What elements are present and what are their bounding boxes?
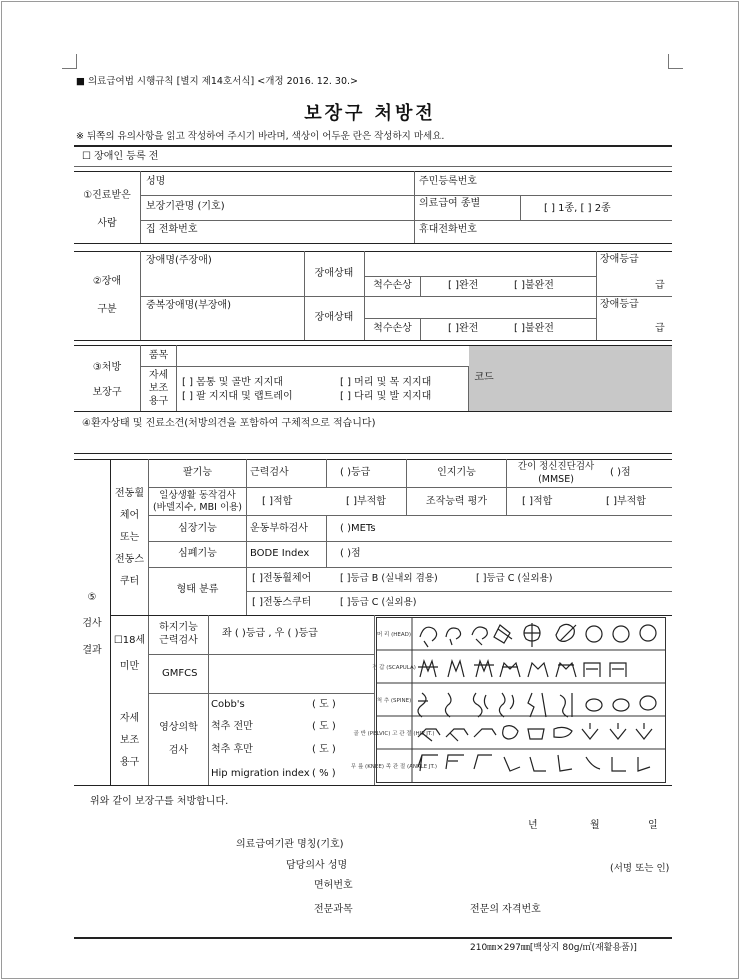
spine-icon xyxy=(473,693,488,717)
statement: 위와 같이 보장구를 처방합니다. xyxy=(90,796,229,807)
rule xyxy=(148,515,672,516)
aid-label-3: 용구 xyxy=(119,757,140,768)
lower-limb-grade-field[interactable]: 좌 ( )등급 , 우 ( )등급 xyxy=(222,628,318,639)
pre-registration-checkbox[interactable]: ☐ 장애인 등록 전 xyxy=(82,151,159,162)
knee-icon xyxy=(586,757,600,769)
under-18-label: 미만 xyxy=(119,661,140,672)
mets-field[interactable]: ( )METs xyxy=(340,523,376,534)
head-icon xyxy=(640,625,656,641)
signature-label: (서명 또는 인) xyxy=(610,863,670,874)
complete-option-2[interactable]: [ ]완전 xyxy=(448,323,479,334)
strength-grade-field[interactable]: ( )등급 xyxy=(340,467,371,478)
mmse-label-2: (MMSE) xyxy=(538,474,574,485)
scapula-icon xyxy=(474,661,494,677)
adl-label-2: (바델지수, MBI 이용) xyxy=(152,502,243,513)
hip-icon xyxy=(474,729,496,737)
rule xyxy=(148,654,374,655)
opinion-label: ④환자상태 및 진료소견(처방의견을 포함하여 구체적으로 적습니다) xyxy=(82,418,376,429)
head-support-option[interactable]: [ ] 머리 및 목 지지대 xyxy=(340,377,432,388)
crop-mark xyxy=(668,54,683,69)
complete-option[interactable]: [ ]완전 xyxy=(448,280,479,291)
head-icon xyxy=(524,623,540,647)
institution-label: 보장기관명 (기호) xyxy=(146,201,225,212)
license-label: 면허번호 xyxy=(314,880,353,891)
mmse-score-field[interactable]: ( )점 xyxy=(610,467,631,478)
posture-label-3: 용구 xyxy=(148,396,169,407)
rule xyxy=(364,276,596,277)
rule xyxy=(110,615,672,616)
scapula-icon xyxy=(556,663,576,677)
control-label: 조작능력 평가 xyxy=(425,496,488,507)
scapula-icon xyxy=(448,661,464,677)
kyphosis-field[interactable]: ( 도 ) xyxy=(312,744,336,755)
arm-function-label: 팔기능 xyxy=(183,467,212,478)
rule xyxy=(140,220,672,221)
rule xyxy=(74,411,672,412)
rule xyxy=(74,251,672,252)
section-5-label-2: 결과 xyxy=(82,645,102,656)
body-part-spine: 척 추 (SPINE) xyxy=(376,698,412,704)
rule xyxy=(520,195,521,220)
spine-icon xyxy=(613,699,629,711)
hip-icon xyxy=(503,726,518,739)
body-part-scapula: 견 갑 (SCAPULA) xyxy=(372,665,416,671)
bode-field[interactable]: ( )점 xyxy=(340,548,361,559)
grade-c-option-1[interactable]: [ ]등급 C (실외용) xyxy=(476,573,553,584)
hip-icon xyxy=(636,723,652,739)
section-3-label-2: 보장구 xyxy=(92,387,122,398)
rule xyxy=(304,251,305,340)
rule xyxy=(74,937,672,939)
grade-unit-2: 급 xyxy=(655,323,665,334)
kyphosis-label: 척추 후만 xyxy=(211,744,253,755)
name-label: 성명 xyxy=(146,176,166,187)
status-label-2: 장애상태 xyxy=(314,312,354,323)
gmfcs-label: GMFCS xyxy=(162,668,198,679)
scooter-option[interactable]: [ ]전동스쿠터 xyxy=(252,597,312,608)
hip-icon xyxy=(446,729,468,741)
rule xyxy=(140,171,141,243)
body-part-knee-ankle: 무 릎 (KNEE) 족 관 절 (ANKLE JT.) xyxy=(350,764,438,770)
sub-disability-label: 중복장애명(부장애) xyxy=(146,300,232,311)
hip-icon xyxy=(554,727,572,737)
scapula-icon xyxy=(500,663,520,677)
cognition-label: 인지기능 xyxy=(437,467,476,478)
rule xyxy=(74,459,672,460)
paper-spec: 210㎜×297㎜[백상지 80g/㎡(재활용품)] xyxy=(470,943,637,953)
cobb-label: Cobb's xyxy=(211,699,245,710)
head-icon xyxy=(472,627,487,645)
rule xyxy=(74,243,672,244)
crop-mark xyxy=(62,54,77,69)
knee-icon xyxy=(530,757,546,771)
electric-wheelchair-option[interactable]: [ ]전동휠체어 xyxy=(252,573,312,584)
head-icon xyxy=(420,627,437,647)
spine-icon xyxy=(560,693,572,717)
rule xyxy=(148,567,672,568)
exercise-test-label: 운동부하검사 xyxy=(250,523,308,534)
scapula-icon xyxy=(610,663,626,677)
adl-label-1: 일상생활 동작검사 xyxy=(159,490,236,501)
lordosis-label: 척추 전만 xyxy=(211,721,253,732)
hip-migration-label: Hip migration index xyxy=(211,768,310,779)
knee-icon xyxy=(474,755,492,769)
month-label: 월 xyxy=(590,820,600,831)
head-icon xyxy=(494,625,512,643)
hip-migration-field[interactable]: ( % ) xyxy=(312,768,336,779)
rule xyxy=(74,340,672,341)
knee-icon xyxy=(446,755,464,769)
lower-limb-label-2: 근력검사 xyxy=(159,635,198,646)
posture-label-2: 보조 xyxy=(148,383,169,394)
section-2-label: ②장애 xyxy=(92,276,122,287)
wheelchair-label-5: 쿠터 xyxy=(119,576,140,587)
aid-label-1: 자세 xyxy=(119,713,140,724)
grade-label-2: 장애등급 xyxy=(600,299,639,310)
specialist-number-label: 전문의 자격번호 xyxy=(470,904,541,915)
head-icon xyxy=(446,628,461,645)
head-icon xyxy=(586,626,602,642)
status-label: 장애상태 xyxy=(314,268,354,279)
body-part-head: 머 리 (HEAD) xyxy=(376,632,412,638)
lower-limb-label-1: 하지기능 xyxy=(159,622,198,633)
rule xyxy=(148,487,672,488)
section-1-label: ①진료받은 xyxy=(83,190,131,201)
rule xyxy=(374,615,375,785)
rule xyxy=(148,541,672,542)
rule xyxy=(74,453,672,454)
day-label: 일 xyxy=(648,820,658,831)
home-phone-label: 집 전화번호 xyxy=(146,224,198,235)
grade-label: 장애등급 xyxy=(600,254,639,265)
section-1-label-2: 사람 xyxy=(97,218,117,229)
scapula-icon xyxy=(528,663,548,677)
spine-icon xyxy=(586,699,602,711)
rule xyxy=(326,459,327,487)
body-part-pelvic-hip: 골 반 (PELVIC) 고 관 절 (HIP JT.) xyxy=(353,731,435,737)
rule xyxy=(140,296,672,297)
wheelchair-label-1: 전동휠 xyxy=(115,488,144,499)
arm-support-option[interactable]: [ ] 팔 지지대 및 랩트레이 xyxy=(182,391,293,402)
form-title: 보장구 처방전 xyxy=(304,103,436,124)
rule xyxy=(414,171,415,243)
knee-icon xyxy=(638,757,650,771)
rule xyxy=(246,591,672,592)
spinal-label-2: 척수손상 xyxy=(373,323,412,334)
law-reference: ■ 의료급여법 시행규칙 [별지 제14호서식] <개정 2016. 12. 30.> xyxy=(76,76,358,87)
cobb-field[interactable]: ( 도 ) xyxy=(312,699,336,710)
imaging-label-1: 영상의학 xyxy=(159,722,198,733)
hip-icon xyxy=(610,723,626,739)
hip-icon xyxy=(528,729,544,739)
medical-type-label: 의료급여 종별 xyxy=(419,198,481,209)
rule xyxy=(420,276,421,296)
rrn-label: 주민등록번호 xyxy=(419,176,477,187)
spine-icon xyxy=(445,693,451,717)
medical-type-options[interactable]: [ ] 1종, [ ] 2종 xyxy=(544,203,611,214)
rule xyxy=(148,693,374,694)
doctor-name-label: 담당의사 성명 xyxy=(286,860,348,871)
rule xyxy=(420,318,421,340)
spine-icon xyxy=(418,693,428,717)
bode-label: BODE Index xyxy=(250,548,310,559)
rule xyxy=(74,145,672,147)
rule xyxy=(364,318,596,319)
head-icon xyxy=(556,624,576,641)
notice: ※ 뒤쪽의 유의사항을 읽고 작성하여 주시기 바라며, 색상이 어두운 란은 작성하지 마세요. xyxy=(76,131,445,142)
adl-unfit-option[interactable]: [ ]부적합 xyxy=(346,496,386,507)
knee-icon xyxy=(504,757,520,771)
year-label: 년 xyxy=(528,820,538,831)
posture-diagram xyxy=(350,617,666,783)
imaging-label-2: 검사 xyxy=(168,745,189,756)
code-label: 코드 xyxy=(474,372,494,383)
rule xyxy=(74,166,672,167)
lordosis-field[interactable]: ( 도 ) xyxy=(312,721,336,732)
incomplete-option[interactable]: [ ]불완전 xyxy=(514,280,554,291)
section-5-label-1: 검사 xyxy=(82,618,102,629)
wheelchair-label-4: 전동스 xyxy=(115,554,144,565)
wheelchair-label-3: 또는 xyxy=(119,532,140,543)
control-unfit-option[interactable]: [ ]부적합 xyxy=(606,496,646,507)
grade-b-option[interactable]: [ ]등급 B (실내외 겸용) xyxy=(340,573,438,584)
rule xyxy=(140,251,141,340)
mobile-phone-label: 휴대전화번호 xyxy=(419,224,477,235)
adl-fit-option[interactable]: [ ]적합 xyxy=(262,496,293,507)
spine-icon xyxy=(640,696,656,710)
scapula-icon xyxy=(418,661,438,677)
head-icon xyxy=(613,626,629,642)
cardiac-label: 심장기능 xyxy=(178,523,217,534)
spinal-label: 척수손상 xyxy=(373,280,412,291)
control-fit-option[interactable]: [ ]적합 xyxy=(522,496,553,507)
leg-support-option[interactable]: [ ] 다리 및 발 지지대 xyxy=(340,391,432,402)
section-3-label: ③처방 xyxy=(92,362,122,373)
code-shaded-area xyxy=(469,346,672,411)
rule xyxy=(74,785,672,786)
rule xyxy=(140,195,672,196)
knee-icon xyxy=(558,755,572,771)
incomplete-option-2[interactable]: [ ]불완전 xyxy=(514,323,554,334)
department-label: 전문과목 xyxy=(314,904,353,915)
trunk-support-option[interactable]: [ ] 몸통 및 골반 지지대 xyxy=(182,377,283,388)
rule xyxy=(176,345,177,411)
hip-icon xyxy=(582,723,598,739)
institution-name-label: 의료급여기관 명칭(기호) xyxy=(236,839,344,850)
rule xyxy=(596,251,597,340)
under-18-checkbox[interactable]: ☐18세 xyxy=(113,635,146,646)
spine-icon xyxy=(499,693,513,717)
section-5-num: ⑤ xyxy=(87,592,97,603)
rule xyxy=(74,171,672,172)
aid-label-2: 보조 xyxy=(119,735,140,746)
rule xyxy=(208,615,209,785)
item-label: 품목 xyxy=(148,350,169,361)
mmse-label-1: 간이 정신진단검사 xyxy=(517,461,595,472)
main-disability-label: 장애명(주장애) xyxy=(146,255,212,266)
knee-icon xyxy=(612,757,626,771)
posture-label-1: 자세 xyxy=(148,370,169,381)
scapula-icon xyxy=(584,663,600,677)
grade-unit: 급 xyxy=(655,280,665,291)
strength-test-label: 근력검사 xyxy=(250,467,289,478)
wheelchair-label-2: 체어 xyxy=(119,510,140,521)
grade-c-option-2[interactable]: [ ]등급 C (실외용) xyxy=(340,597,417,608)
pulmonary-label: 심폐기능 xyxy=(178,548,217,559)
spine-icon xyxy=(528,693,546,717)
section-2-label-2: 구분 xyxy=(97,304,117,315)
form-class-label: 형태 분류 xyxy=(176,584,219,595)
